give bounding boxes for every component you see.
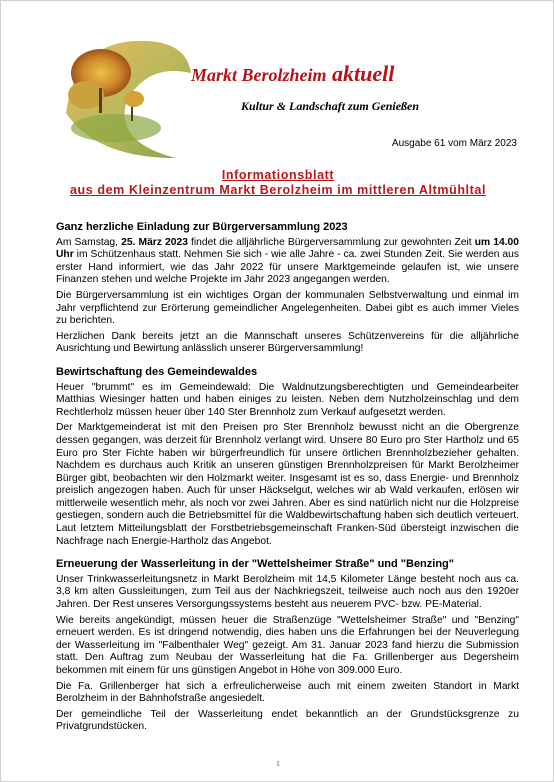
paragraph: Der gemeindliche Teil der Wasserleitung endet bekanntlich an der Grundstücksgrenze zu Privatgrundstücken. — [56, 708, 519, 733]
section-heading: Erneuerung der Wasserleitung in der "Wettelsheimer Straße" und "Benzing" — [56, 558, 454, 571]
section-wasser — [56, 558, 519, 734]
paragraph: Heuer "brummt" es im Gemeindewald: Die Waldnutzungsberechtigten und Gemeindearbeiter Matthias Wiesinger hatten und haben einiges zu leisten. Neben dem Nutzholzeinschlag und dem Rechtlerholz müssen heuer über 140 Ster Brennholz zum Verkauf aufgesetzt werden. — [56, 381, 519, 418]
event-time: um 14.00 Uhr — [56, 236, 520, 261]
event-date: 25. März 2023 — [121, 236, 188, 248]
paragraph: Herzlichen Dank bereits jetzt an die Mannschaft unseres Schützenvereins für die alljährliche Ausrichtung und Bewirtung anlässlich unserer Bürgerversammlung! — [56, 330, 519, 355]
section-wald — [56, 366, 519, 548]
issue-info: Ausgabe 61 vom März 2023 — [391, 138, 517, 149]
paragraph: Unser Trinkwasserleitungsnetz in Markt Berolzheim mit 14,5 Kilometer Länge besteht noch aus ca. 3,8 km alten Gussleitungen, zum Teil aus der Nachkriegszeit, teilweise auch noch aus den 1920er Jahren. Der Rest unseres Versorgungssystems besteht aus neuerem PVC- bzw. PE-Material. — [56, 573, 519, 611]
text-run: findet die alljährliche Bürgerversammlung zur gewohnten Zeit — [187, 236, 475, 248]
masthead-title-suffix: aktuell — [332, 61, 395, 86]
masthead-subtitle: Kultur & Landschaft zum Genießen — [241, 99, 420, 113]
text-run: Am Samstag, — [56, 236, 122, 248]
section-heading: Ganz herzliche Einladung zur Bürgerversammlung 2023 — [56, 221, 348, 233]
masthead-title — [191, 61, 394, 87]
paragraph: Die Bürgerversammlung ist ein wichtiges Organ der kommunalen Selbstverwaltung und einmal im Jahr verpflichtend zur Erörterung gemeindlicher Angelegenheiten. Dabei gibt es auch immer Vieles zu berichten. — [56, 289, 519, 327]
info-heading-line1: Informationsblatt — [221, 168, 335, 182]
section-heading: Bewirtschaftung des Gemeindewaldes — [56, 365, 258, 378]
logo-image — [56, 33, 196, 163]
paragraph: Der Marktgemeinderat ist mit den Preisen pro Ster Brennholz bewusst nicht an die Obergrenze dessen gegangen, was derzeit für Brennholz verlangt wird. Unsere 80 Euro pro Ster Hartholz und 65 Euro pro Ster Fichte haben wir bürgerfreundlich für unsere örtlichen Brennholzbezieher gehalten. Nachdem es durchaus auch Kritik an unseren günstigen Brennholzpreisen für Markt Berolzheimer Bürger gibt, beobachten wir den Holzmarkt weiter. Insgesamt ist es so, dass Energie- und Brennholz preislich angezogen haben. Auch für unser Häckselgut, welches wir ab Wald verkaufen, erlösen wir mittlerweile wesentlich mehr, als noch vor zwei Jahren. Aber es sind natürlich nicht nur die Holzpreise gestiegen, sondern auch die Betriebsmittel für die Waldbewirtschaftung haben sich deutlich verteuert. Laut letztem Mitteilungsblatt der Forstbetriebsgemeinschaft Franken-Süd übersteigt inzwischen die Nachfrage nach Energie-Hartholz das Angebot. — [56, 422, 519, 547]
page-number: 1 — [276, 761, 280, 768]
text-run: im Schützenhaus statt. Nehmen Sie sich - wie alle Jahre - ca. zwei Stunden Zeit. Sie werden aus erster Hand informiert, wie das Jahr 2022 für unsere Marktgemeinde gelaufen ist, wie unsere Finanzen stehen und welche Projekte im Jahr 2023 angegangen werden. — [56, 249, 519, 286]
paragraph: Die Fa. Grillenberger hat sich a erfreulicherweise auch mit einem zweiten Standort in Markt Berolzheim in der Bahnhofstraße angesiedelt. — [56, 680, 519, 705]
section-buergerversammlung — [56, 221, 519, 356]
article-body — [56, 221, 519, 744]
info-heading-line2: aus dem Kleinzentrum Markt Berolzheim im mittleren Altmühltal — [69, 183, 487, 197]
paragraph: Wie bereits angekündigt, müssen heuer die Straßenzüge "Wettelsheimer Straße" und "Benzing" erneuert werden. Es ist dringend notwendig, dies haben uns die Erfahrungen bei der Neuverlegung der Wasserleitung im "Falbenthaler Weg" gezeigt. Am 31. Januar 2023 fand hierzu die Submission statt. Den Auftrag zum Neubau der Wasserleitung hat die Fa. Grillenberger aus Degersheim bekommen mit einem für uns günstigen Angebot in Höhe von 309.000 Euro. — [56, 614, 519, 676]
masthead-title-prefix: Markt Berolzheim — [191, 65, 327, 85]
paragraph — [56, 237, 519, 287]
